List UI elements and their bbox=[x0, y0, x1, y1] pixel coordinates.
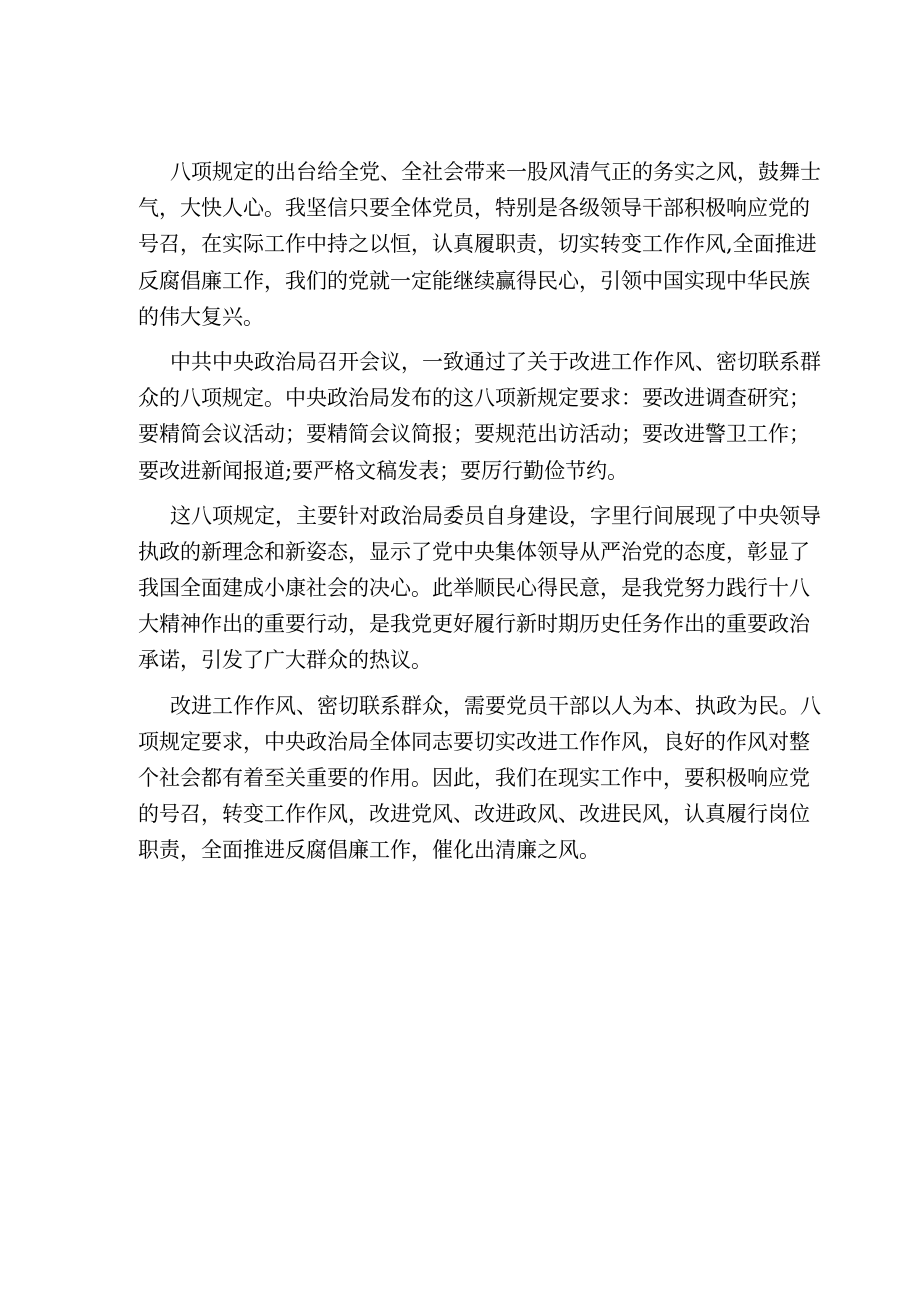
paragraph-3-line-4: 大精神作出的重要行动，是我党更好履行新时期历史任务作出的重要政治 bbox=[138, 612, 810, 637]
paragraph-1-line-5: 的伟大复兴。 bbox=[138, 304, 264, 329]
paragraph-1-line-4: 反腐倡廉工作，我们的党就一定能继续赢得民心，引领中国实现中华民族 bbox=[138, 268, 810, 293]
paragraph-3-line-5: 承诺，引发了广大群众的热议。 bbox=[138, 648, 432, 673]
paragraph-3 bbox=[138, 498, 821, 679]
paragraph-2-line-2: 众的八项规定。中央政治局发布的这八项新规定要求：要改进调查研究； bbox=[138, 386, 810, 411]
paragraph-4 bbox=[138, 688, 821, 869]
paragraph-3-line-3: 我国全面建成小康社会的决心。此举顺民心得民意，是我党努力践行十八 bbox=[138, 576, 810, 601]
paragraph-2-line-3: 要精简会议活动；要精简会议简报；要规范出访活动；要改进警卫工作； bbox=[138, 422, 810, 447]
paragraph-4-line-3: 个社会都有着至关重要的作用。因此，我们在现实工作中，要积极响应党 bbox=[138, 766, 810, 790]
paragraph-4-line-4: 的号召，转变工作作风，改进党风、改进政风、改进民风，认真履行岗位 bbox=[138, 802, 810, 827]
paragraph-2-line-4: 要改进新闻报道;要严格文稿发表；要厉行勤俭节约。 bbox=[138, 458, 629, 483]
paragraph-1-line-3: 号召，在实际工作中持之以恒，认真履职责，切实转变工作作风,全面推进 bbox=[138, 232, 817, 257]
paragraph-4-line-1: 改进工作作风、密切联系群众，需要党员干部以人为本、执政为民。八 bbox=[170, 693, 821, 718]
paragraph-2 bbox=[138, 344, 821, 489]
paragraph-4-line-2: 项规定要求，中央政治局全体同志要切实改进工作作风，良好的作风对整 bbox=[138, 729, 810, 754]
paragraph-1-line-2: 气，大快人心。我坚信只要全体党员，特别是各级领导干部积极响应党的 bbox=[138, 196, 810, 221]
document-body bbox=[138, 154, 821, 878]
paragraph-3-line-2: 执政的新理念和新姿态，显示了党中央集体领导从严治党的态度，彰显了 bbox=[138, 539, 810, 564]
paragraph-2-line-1: 中共中央政治局召开会议，一致通过了关于改进工作作风、密切联系群 bbox=[170, 349, 821, 374]
paragraph-1 bbox=[138, 154, 821, 335]
paragraph-3-line-1: 这八项规定，主要针对政治局委员自身建设，字里行间展现了中央领导 bbox=[170, 503, 821, 528]
paragraph-1-line-1: 八项规定的出台给全党、全社会带来一股风清气正的务实之风，鼓舞士 bbox=[170, 160, 821, 184]
paragraph-4-line-5: 职责，全面推进反腐倡廉工作，催化出清廉之风。 bbox=[138, 838, 600, 863]
